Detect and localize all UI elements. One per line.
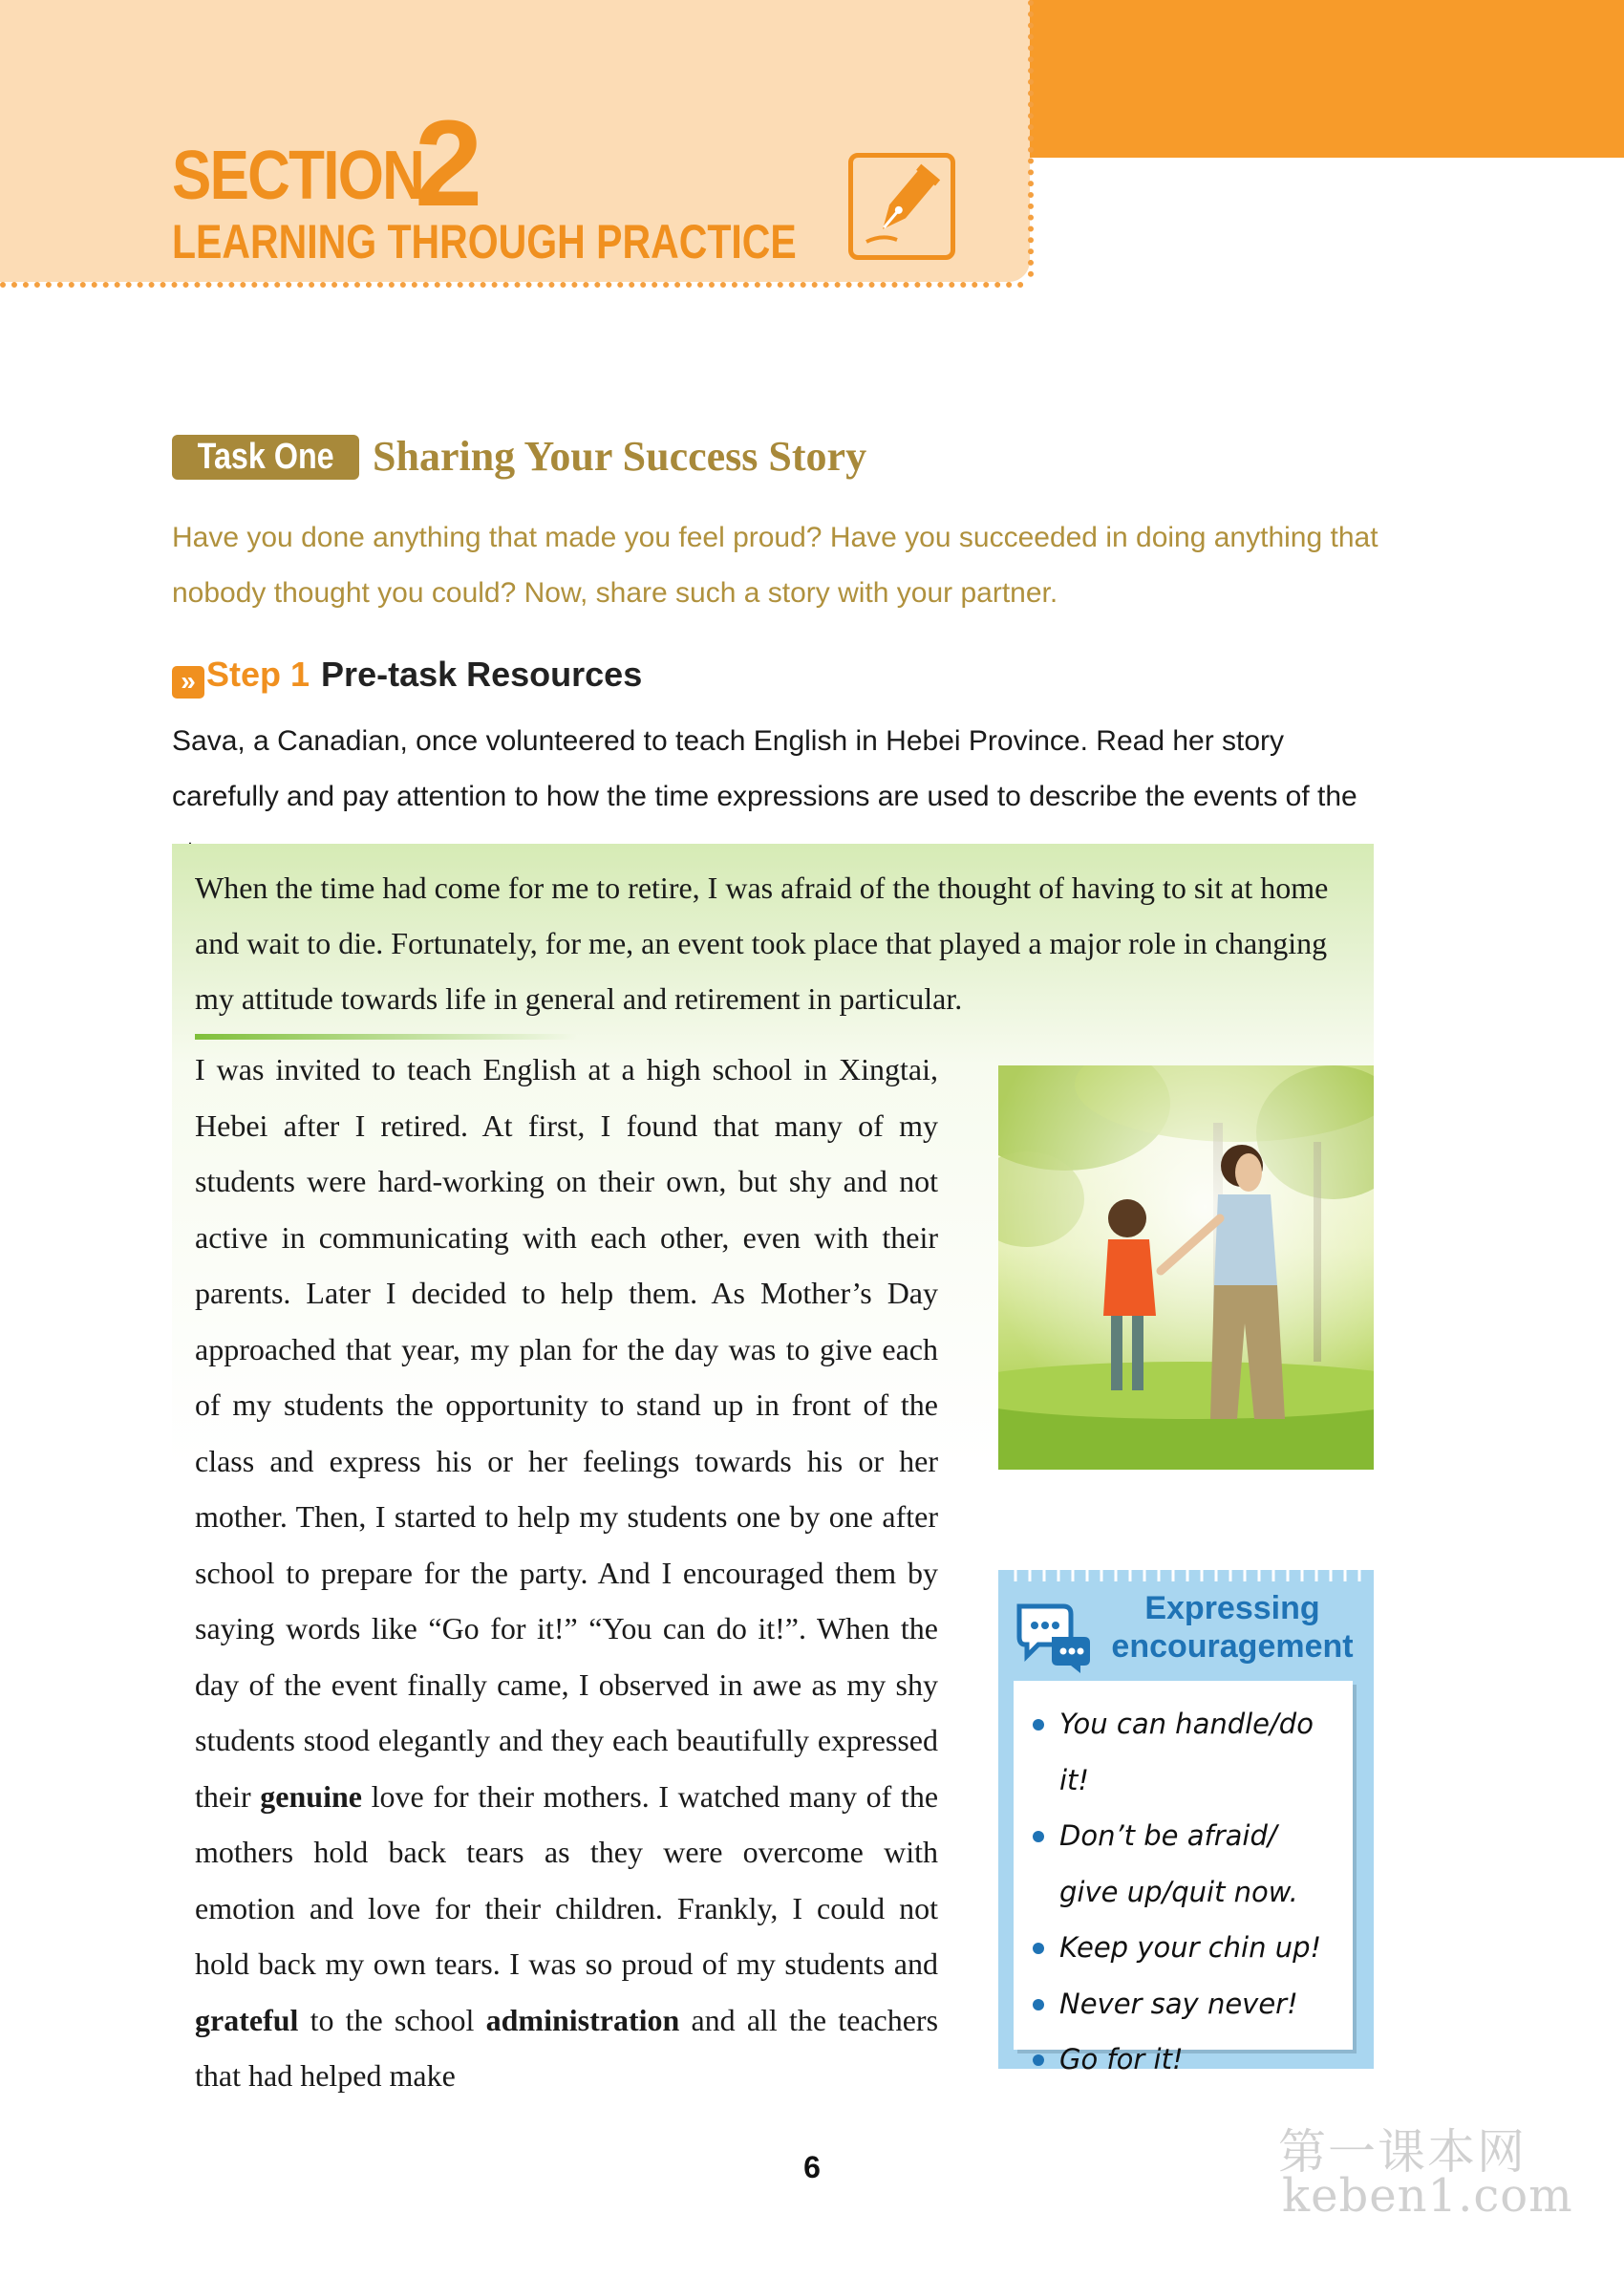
chat-bubbles-icon <box>1014 1599 1092 1675</box>
page-number: 6 <box>803 2150 821 2184</box>
step-title: Pre-task Resources <box>321 655 643 694</box>
bullet-icon <box>1033 1831 1044 1842</box>
list-item: Don’t be afraid/ <box>1033 1808 1348 1864</box>
spiral-binding <box>1012 1564 1365 1583</box>
story-intro: When the time had come for me to retire, I was afraid of the thought of having to sit at home and wait to die. Fortunately, for me, an event took place that played a major role in changing my attitude towards life in general and retirement in particular. <box>195 871 1329 1016</box>
notepad-title: Expressing encouragement <box>1111 1590 1354 1665</box>
pen-nib-icon <box>848 153 955 260</box>
bullet-icon <box>1033 2054 1044 2066</box>
step-heading <box>172 652 642 698</box>
task-title: Sharing Your Success Story <box>373 433 867 480</box>
list-item: Never say never! <box>1033 1976 1348 2032</box>
step-label: Step 1 <box>206 655 310 694</box>
step-description: Sava, a Canadian, once volunteered to teach English in Hebei Province. Read her story carefully and pay attention to how the time expressions are used to describe the events of the <box>172 725 1357 812</box>
task-badge: Task One <box>172 435 359 480</box>
header-orange-bar <box>1030 0 1624 158</box>
list-item-continued: give up/quit now. <box>1059 1875 1298 1908</box>
section-subtitle: LEARNING THROUGH PRACTICE <box>172 215 797 269</box>
notepad-card <box>1014 1681 1353 2075</box>
encouragement-list <box>1033 1696 1348 2088</box>
vocab-administration: administration <box>485 2002 680 2037</box>
divider <box>195 1034 577 1040</box>
task-intro: Have you done anything that made you feel proud? Have you succeeded in doing anything that nobody thought you could? Now, share such a story with your partner. <box>172 522 1378 609</box>
list-item: Keep your chin up! <box>1033 1920 1348 1976</box>
story-body: I was invited to teach English at a high school in Xingtai, Hebei after I retired. At first, I found that many of my students were hard-working on their own, but shy and not active in communicating with each other, even with their parents. Later I decided to help them. As Mother’s Day approached that year, my plan for the day was to give each of my students the opportunity to stand up in front of the class and express his or her feelings towards his or her mother. Then, I started to help my students one by one after school to prepare for the party. And I encouraged them by saying words like “Go for it!” “You can do it!”. When the day of the event finally came, I observed in awe as my shy students stood elegantly and they each beautifully expressed their genuine love for their mothers. I watched many of the mothers hold back tears as they were overcome with emotion and love for their children. Frankly, I could not hold back my own tears. I was so proud of my students and grateful to the school administration and all the teachers that had helped make <box>195 1052 939 2093</box>
bullet-icon <box>1033 1719 1044 1731</box>
watermark-cn: 第一课本网 <box>1278 2124 1527 2180</box>
vocab-genuine: genuine <box>260 1778 362 1814</box>
header-dotted-border <box>0 282 1024 288</box>
section-word: SECTION <box>172 138 424 214</box>
encouragement-notepad <box>998 1570 1374 2075</box>
mother-daughter-photo <box>998 1065 1374 1470</box>
header-dotted-border-side <box>1028 0 1034 277</box>
double-chevron-icon: » <box>172 666 204 699</box>
bullet-icon <box>1033 1943 1044 1954</box>
vocab-grateful: grateful <box>195 2002 299 2037</box>
list-item: You can handle/do it! <box>1033 1696 1348 1808</box>
list-item: Go for it! <box>1033 2032 1348 2088</box>
watermark-en: keben1.com <box>1282 2169 1573 2223</box>
bullet-icon <box>1033 1999 1044 2010</box>
section-number: 2 <box>415 96 483 232</box>
